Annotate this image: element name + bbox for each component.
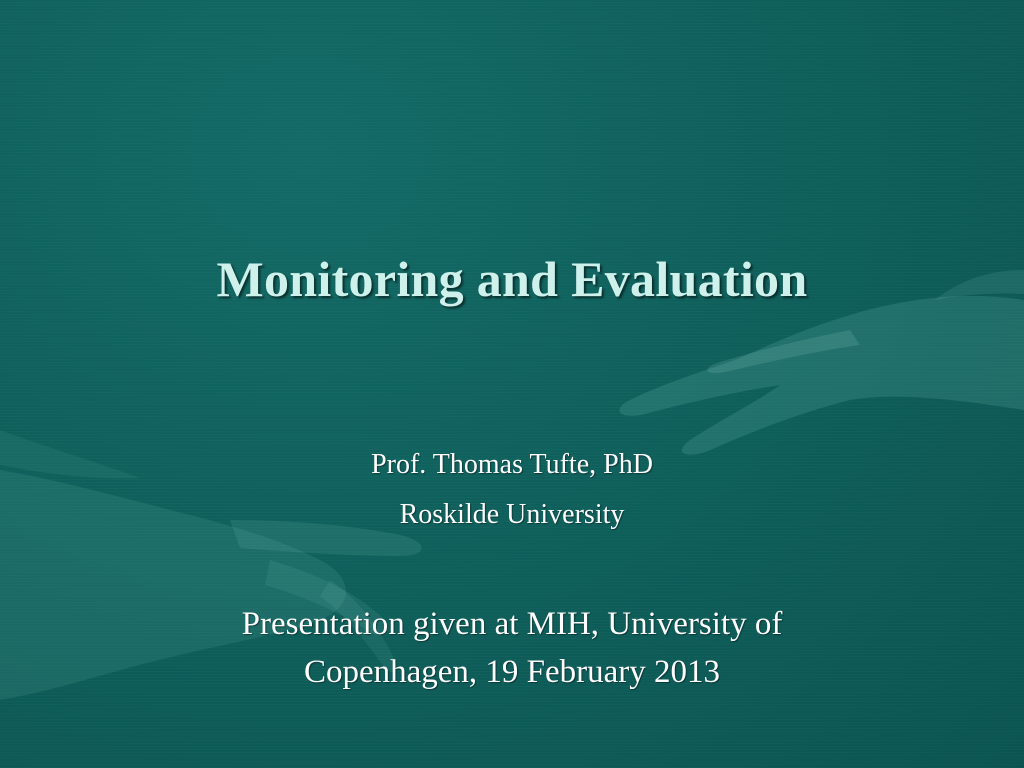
right-hand-shape [619,296,1024,455]
author-affiliation: Roskilde University [399,499,625,530]
author-name: Prof. Thomas Tufte, PhD [371,449,653,480]
slide-title: Monitoring and Evaluation [216,251,808,307]
presentation-occasion [112,600,912,696]
occasion-line-1: Presentation given at MIH, University of [241,606,783,642]
occasion-line-2: Copenhagen, 19 February 2013 [303,654,721,690]
subtitle-block [112,440,912,696]
